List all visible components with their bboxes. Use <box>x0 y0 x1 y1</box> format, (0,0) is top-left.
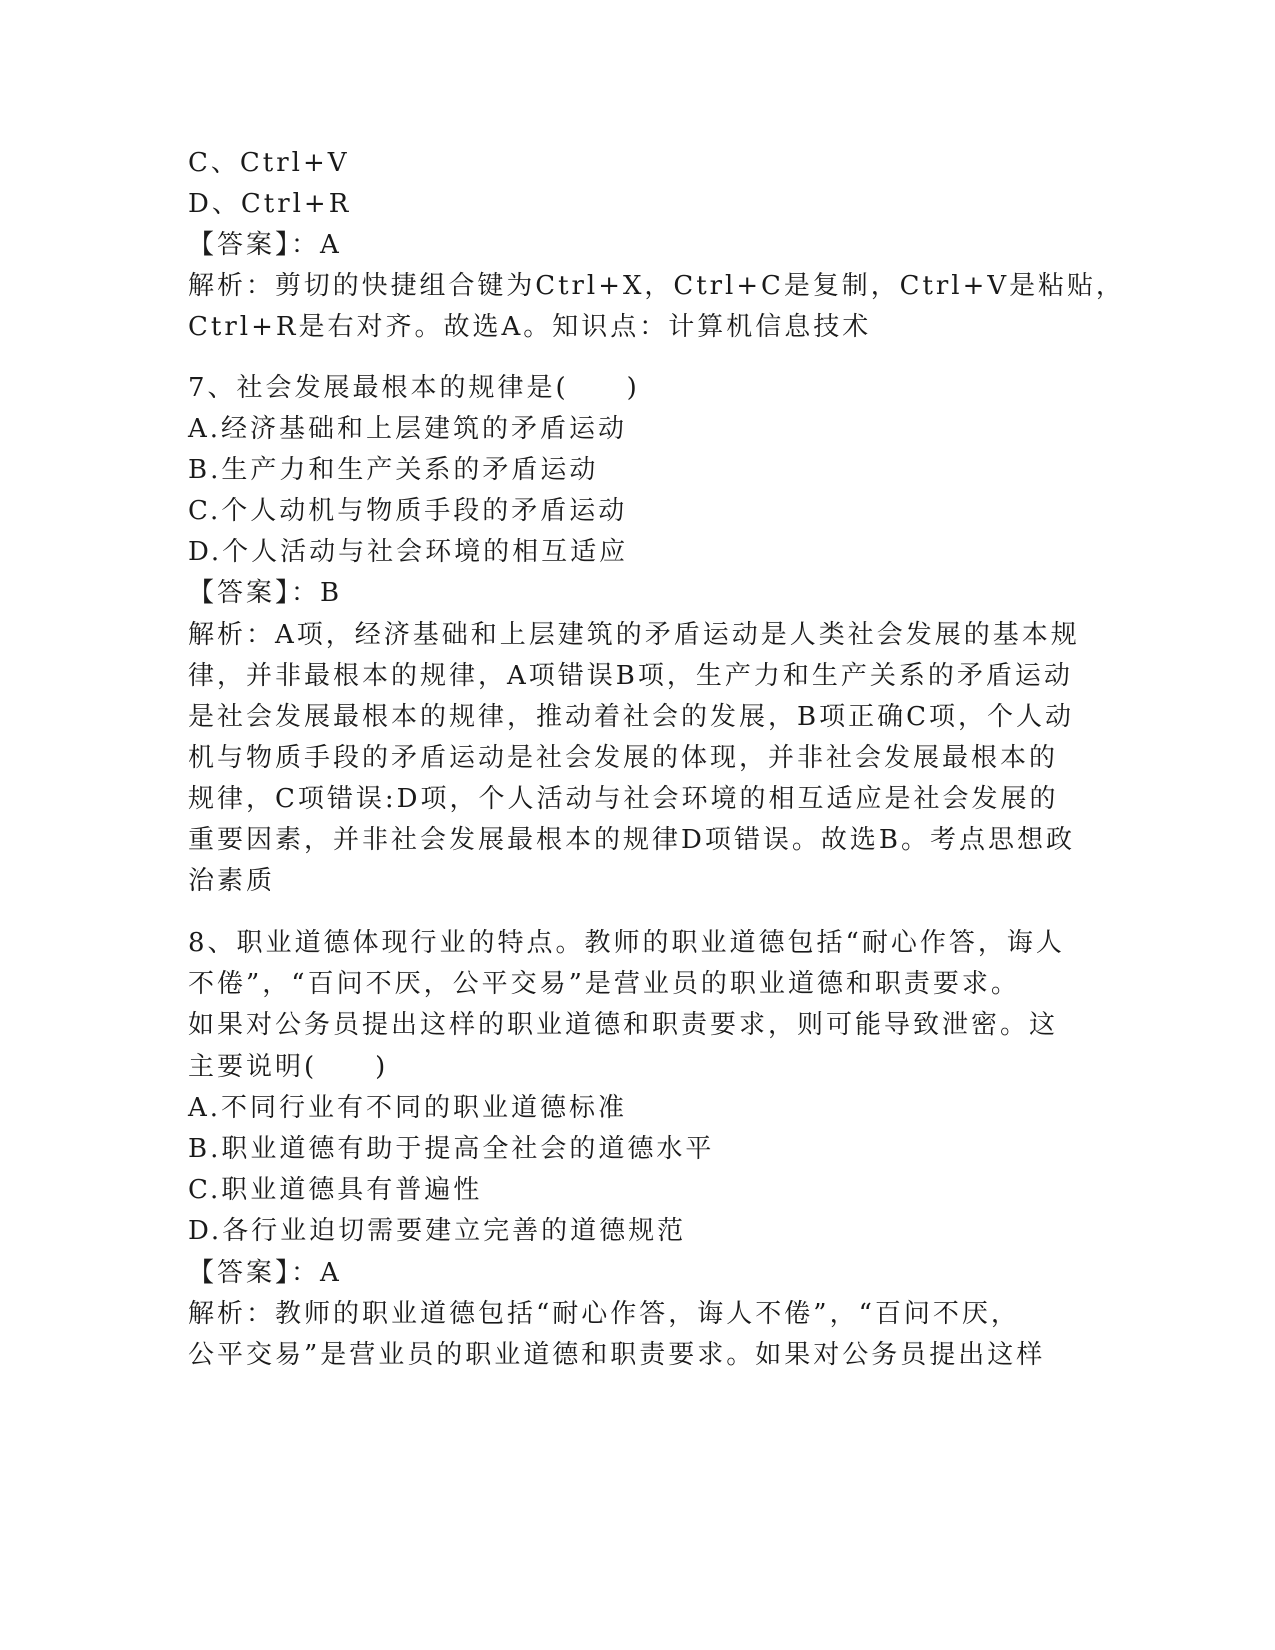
q8-option-c: C.职业道德具有普遍性 <box>188 1175 483 1205</box>
q8-analysis-line: 解析：教师的职业道德包括“耐心作答，诲人不倦”，“百问不厌， <box>188 1299 1020 1329</box>
q6-analysis-line: Ctrl+R是右对齐。故选A。知识点：计算机信息技术 <box>188 312 872 342</box>
q7-answer: 【答案】：B <box>188 578 343 608</box>
q7-analysis-line: 律，并非最根本的规律，A项错误B项，生产力和生产关系的矛盾运动 <box>188 661 1073 691</box>
q6-analysis-line: 解析：剪切的快捷组合键为Ctrl+X，Ctrl+C是复制，Ctrl+V是粘贴， <box>188 271 1125 301</box>
q7-option-a: A.经济基础和上层建筑的矛盾运动 <box>188 414 628 444</box>
q8-answer: 【答案】：A <box>188 1258 342 1288</box>
q7-analysis-line: 机与物质手段的矛盾运动是社会发展的体现，并非社会发展最根本的 <box>188 743 1059 773</box>
q8-option-d: D.各行业迫切需要建立完善的道德规范 <box>188 1216 687 1246</box>
q7-option-d: D.个人活动与社会环境的相互适应 <box>188 537 629 567</box>
q7-analysis-line: 治素质 <box>188 866 276 896</box>
q6-option-d: D、Ctrl+R <box>188 189 352 219</box>
q8-option-b: B.职业道德有助于提高全社会的道德水平 <box>188 1134 715 1164</box>
q8-question-line: 如果对公务员提出这样的职业道德和职责要求，则可能导致泄密。这 <box>188 1010 1059 1040</box>
q8-question-line: 8、职业道德体现行业的特点。教师的职业道德包括“耐心作答，诲人 <box>188 928 1065 958</box>
q7-analysis-line: 是社会发展最根本的规律，推动着社会的发展，B项正确C项，个人动 <box>188 702 1075 732</box>
q7-analysis-line: 重要因素，并非社会发展最根本的规律D项错误。故选B。考点思想政 <box>188 825 1075 855</box>
q8-question-line: 主要说明( ) <box>188 1052 389 1082</box>
q6-answer: 【答案】：A <box>188 230 342 260</box>
q8-question-line: 不倦”，“百问不厌，公平交易”是营业员的职业道德和职责要求。 <box>188 969 1020 999</box>
q6-option-c: C、Ctrl+V <box>188 148 350 178</box>
q7-option-b: B.生产力和生产关系的矛盾运动 <box>188 455 599 485</box>
q7-option-c: C.个人动机与物质手段的矛盾运动 <box>188 496 628 526</box>
q8-analysis-line: 公平交易”是营业员的职业道德和职责要求。如果对公务员提出这样 <box>188 1340 1046 1370</box>
q7-question: 7、社会发展最根本的规律是( ) <box>188 373 640 403</box>
q7-analysis-line: 解析：A项，经济基础和上层建筑的矛盾运动是人类社会发展的基本规 <box>188 620 1080 650</box>
q7-analysis-line: 规律，C项错误:D项，个人活动与社会环境的相互适应是社会发展的 <box>188 784 1059 814</box>
q8-option-a: A.不同行业有不同的职业道德标准 <box>188 1093 628 1123</box>
